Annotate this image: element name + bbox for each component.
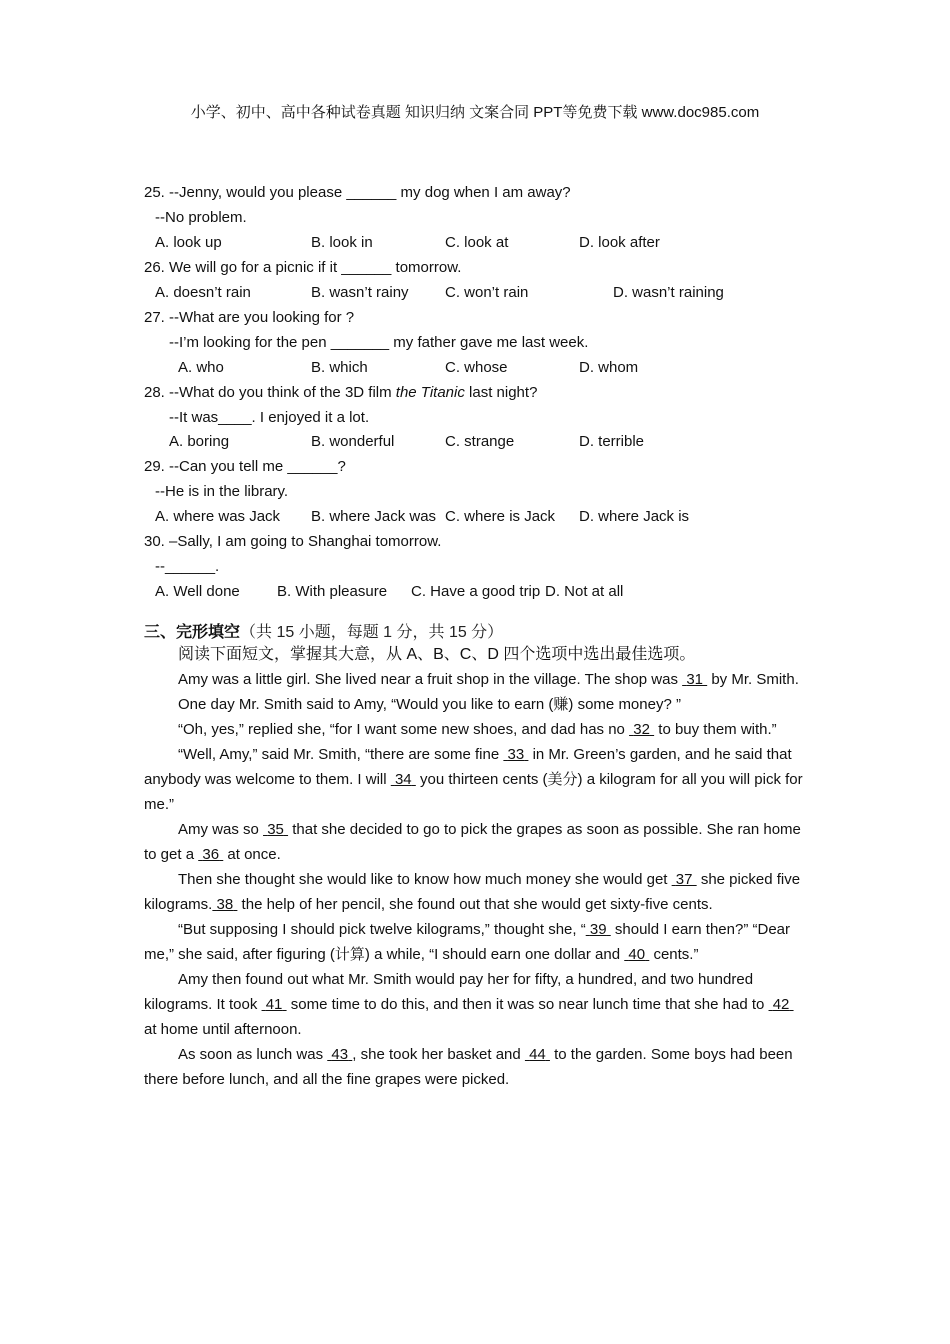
question-29-reply: --He is in the library. xyxy=(155,483,289,500)
question-25-reply: --No problem. xyxy=(155,209,247,226)
passage-paragraph-8: Amy then found out what Mr. Smith would pay her for fifty, a hundred, and two hundred kilograms. It took 41 some time to do this, and then it was so near lunch time that she had to 42 at home until afternoon. xyxy=(144,967,806,1042)
section-3-note: （共 15 小题，每题 1 分，共 15 分） xyxy=(240,624,504,641)
page-header: 小学、初中、高中各种试卷真题 知识归纳 文案合同 PPT等免费下载 www.doc985.com xyxy=(190,104,760,121)
passage-paragraph-9: As soon as lunch was 43 , she took her basket and 44 to the garden. Some boys had been there before lunch, and all the fine grapes were picked. xyxy=(144,1046,793,1088)
q25-option-d: D. look after xyxy=(579,234,660,251)
passage-paragraph-7: “But supposing I should pick twelve kilograms,” thought she, “ 39 should I earn then?” “Dear me,” she said, after figuring (计算) a while, “I should earn one dollar and 40 cents.” xyxy=(144,921,791,963)
question-28-stem: 28. --What do you think of the 3D film the Titanic last night? xyxy=(144,384,538,401)
passage-paragraph-2: One day Mr. Smith said to Amy, “Would you like to earn (赚) some money? ” xyxy=(178,696,681,713)
q26-option-d: D. wasn’t raining xyxy=(613,284,724,301)
question-28-reply: --It was____. I enjoyed it a lot. xyxy=(169,409,370,426)
passage-paragraph-4: “Well, Amy,” said Mr. Smith, “there are some fine 33 in Mr. Green’s garden, and he said that anybody was welcome to them. I will 34 you thirteen cents (美分) a kilogram for all you will pick for me.” xyxy=(144,746,803,813)
q27-option-b: B. which xyxy=(311,359,368,376)
question-30-stem: 30. –Sally, I am going to Shanghai tomorrow. xyxy=(144,533,442,550)
passage-paragraph-6: Then she thought she would like to know how much money she would get 37 she picked five kilograms. 38 the help of her pencil, she found out that she would get sixty-five cents. xyxy=(144,871,801,913)
q28-option-d: D. terrible xyxy=(579,433,645,450)
blank-34: 34 xyxy=(394,771,412,788)
q28-option-c: C. strange xyxy=(445,433,515,450)
question-29-stem: 29. --Can you tell me ______? xyxy=(144,458,346,475)
q26-option-b: B. wasn’t rainy xyxy=(311,284,409,301)
q29-option-d: D. where Jack is xyxy=(579,508,690,525)
section-3-title: 三、完形填空 xyxy=(144,624,241,641)
passage-paragraph-3: “Oh, yes,” replied she, “for I want some new shoes, and dad has no 32 to buy them with.” xyxy=(178,721,777,738)
q25-option-a: A. look up xyxy=(155,234,222,251)
blank-43: 43 xyxy=(331,1046,349,1063)
q26-option-a: A. doesn’t rain xyxy=(155,284,251,301)
question-27-reply: --I’m looking for the pen _______ my father gave me last week. xyxy=(169,334,589,351)
blank-41: 41 xyxy=(265,996,283,1013)
q27-option-d: D. whom xyxy=(579,359,639,376)
q28-option-b: B. wonderful xyxy=(311,433,395,450)
q30-option-a: A. Well done xyxy=(155,583,240,600)
blank-37: 37 xyxy=(675,871,693,888)
blank-31: 31 xyxy=(686,671,703,688)
blank-33: 33 xyxy=(507,746,525,763)
blank-44: 44 xyxy=(529,1046,546,1063)
q30-option-d: D. Not at all xyxy=(545,583,624,600)
q29-option-a: A. where was Jack xyxy=(155,508,281,525)
blank-36: 36 xyxy=(202,846,220,863)
q28-option-a: A. boring xyxy=(169,433,230,450)
blank-42: 42 xyxy=(772,996,790,1013)
passage-paragraph-1: Amy was a little girl. She lived near a fruit shop in the village. The shop was 31 by Mr. Smith. xyxy=(178,671,799,688)
question-27-stem: 27. --What are you looking for ? xyxy=(144,309,355,326)
q29-option-b: B. where Jack was xyxy=(311,508,437,525)
passage-paragraph-5: Amy was so 35 that she decided to go to pick the grapes as soon as possible. She ran home to get a 36 at once. xyxy=(144,821,801,863)
blank-38: 38 xyxy=(216,896,234,913)
q25-option-b: B. look in xyxy=(311,234,373,251)
q30-option-c: C. Have a good trip xyxy=(411,583,541,600)
blank-39: 39 xyxy=(589,921,607,938)
q27-option-a: A. who xyxy=(178,359,224,376)
q25-option-c: C. look at xyxy=(445,234,509,251)
q26-option-c: C. won’t rain xyxy=(445,284,529,301)
question-30-reply: --______. xyxy=(155,558,220,575)
question-25-stem: 25. --Jenny, would you please ______ my dog when I am away? xyxy=(144,184,571,201)
question-26-stem: 26. We will go for a picnic if it ______ tomorrow. xyxy=(144,259,462,276)
cloze-passage xyxy=(144,667,806,1092)
q27-option-c: C. whose xyxy=(445,359,508,376)
blank-32: 32 xyxy=(633,721,650,738)
q30-option-b: B. With pleasure xyxy=(277,583,388,600)
blank-40: 40 xyxy=(628,946,646,963)
section-3-instruction: 阅读下面短文，掌握其大意，从 A、B、C、D 四个选项中选出最佳选项。 xyxy=(178,646,696,663)
film-title: the Titanic xyxy=(395,384,465,401)
section-3-heading xyxy=(144,619,503,642)
q29-option-c: C. where is Jack xyxy=(445,508,556,525)
blank-35: 35 xyxy=(267,821,284,838)
